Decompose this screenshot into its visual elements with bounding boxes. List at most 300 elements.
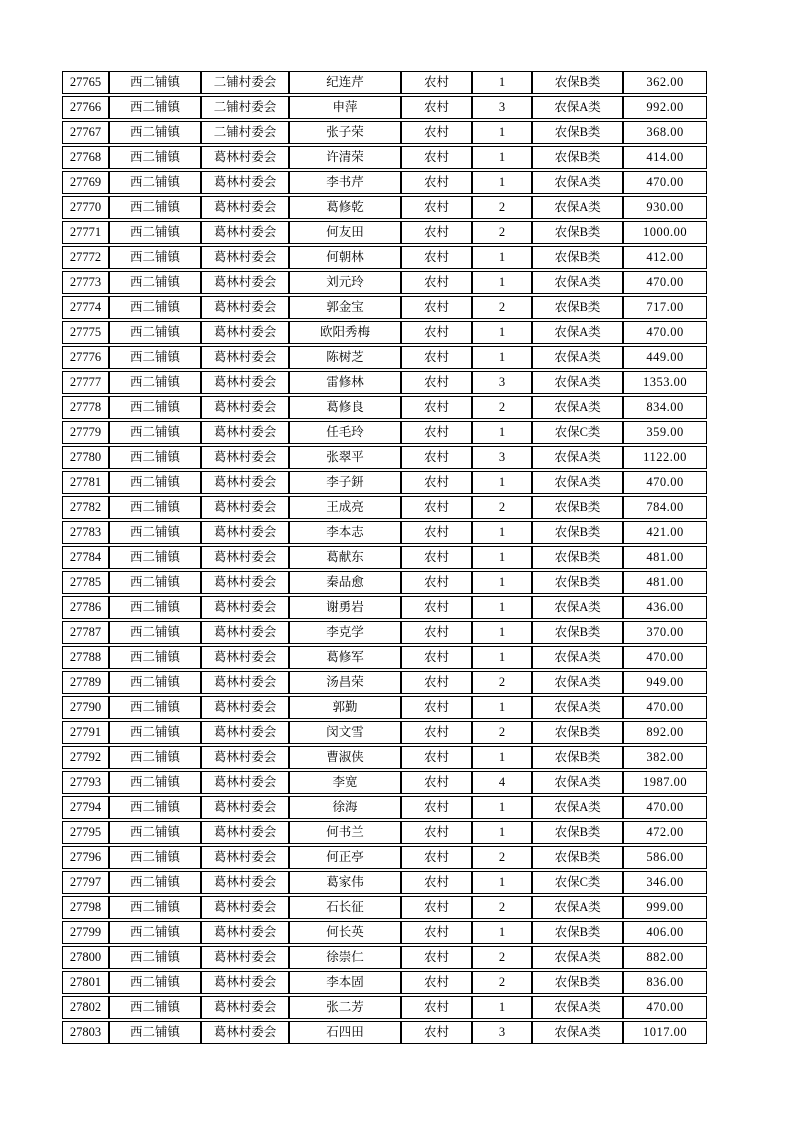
cell-record-id: 27783 [62, 521, 109, 544]
cell-insurance-category: 农保A类 [532, 596, 623, 619]
cell-person-name: 李本志 [289, 521, 401, 544]
table-row [62, 296, 707, 319]
cell-town: 西二铺镇 [109, 96, 201, 119]
cell-person-count: 2 [472, 971, 532, 994]
table-row [62, 496, 707, 519]
cell-town: 西二铺镇 [109, 646, 201, 669]
table-row [62, 446, 707, 469]
cell-amount: 717.00 [623, 296, 707, 319]
cell-person-name: 张翠平 [289, 446, 401, 469]
cell-person-count: 1 [472, 996, 532, 1019]
cell-record-id: 27788 [62, 646, 109, 669]
cell-record-id: 27765 [62, 71, 109, 94]
cell-village-committee: 葛林村委会 [201, 696, 289, 719]
cell-village-committee: 葛林村委会 [201, 671, 289, 694]
cell-amount: 412.00 [623, 246, 707, 269]
cell-village-committee: 葛林村委会 [201, 371, 289, 394]
cell-village-committee: 葛林村委会 [201, 621, 289, 644]
cell-residence-type: 农村 [401, 846, 472, 869]
cell-record-id: 27792 [62, 746, 109, 769]
cell-residence-type: 农村 [401, 71, 472, 94]
cell-village-committee: 葛林村委会 [201, 196, 289, 219]
cell-record-id: 27775 [62, 321, 109, 344]
cell-insurance-category: 农保A类 [532, 946, 623, 969]
cell-residence-type: 农村 [401, 471, 472, 494]
cell-person-name: 雷修林 [289, 371, 401, 394]
cell-person-count: 1 [472, 871, 532, 894]
cell-person-count: 1 [472, 521, 532, 544]
cell-town: 西二铺镇 [109, 546, 201, 569]
cell-record-id: 27794 [62, 796, 109, 819]
cell-town: 西二铺镇 [109, 896, 201, 919]
cell-person-count: 1 [472, 821, 532, 844]
cell-town: 西二铺镇 [109, 71, 201, 94]
table-row [62, 421, 707, 444]
cell-residence-type: 农村 [401, 396, 472, 419]
cell-person-name: 李宽 [289, 771, 401, 794]
cell-person-name: 何书兰 [289, 821, 401, 844]
cell-amount: 470.00 [623, 271, 707, 294]
cell-insurance-category: 农保A类 [532, 196, 623, 219]
cell-insurance-category: 农保B类 [532, 296, 623, 319]
cell-village-committee: 葛林村委会 [201, 471, 289, 494]
data-table [62, 69, 707, 1046]
cell-person-count: 1 [472, 246, 532, 269]
cell-town: 西二铺镇 [109, 671, 201, 694]
cell-person-count: 3 [472, 446, 532, 469]
cell-village-committee: 二铺村委会 [201, 71, 289, 94]
cell-person-name: 何朝林 [289, 246, 401, 269]
cell-person-count: 1 [472, 621, 532, 644]
cell-person-name: 李子鈃 [289, 471, 401, 494]
cell-residence-type: 农村 [401, 546, 472, 569]
cell-town: 西二铺镇 [109, 871, 201, 894]
cell-insurance-category: 农保B类 [532, 971, 623, 994]
cell-record-id: 27766 [62, 96, 109, 119]
cell-record-id: 27786 [62, 596, 109, 619]
cell-amount: 586.00 [623, 846, 707, 869]
cell-amount: 472.00 [623, 821, 707, 844]
cell-person-count: 1 [472, 71, 532, 94]
cell-record-id: 27778 [62, 396, 109, 419]
cell-village-committee: 葛林村委会 [201, 446, 289, 469]
cell-person-name: 申萍 [289, 96, 401, 119]
cell-amount: 470.00 [623, 471, 707, 494]
cell-person-count: 2 [472, 896, 532, 919]
table-row [62, 871, 707, 894]
cell-town: 西二铺镇 [109, 846, 201, 869]
cell-record-id: 27796 [62, 846, 109, 869]
table-row [62, 521, 707, 544]
cell-record-id: 27782 [62, 496, 109, 519]
table-row [62, 171, 707, 194]
cell-person-count: 3 [472, 371, 532, 394]
cell-person-name: 郭勤 [289, 696, 401, 719]
cell-town: 西二铺镇 [109, 321, 201, 344]
cell-person-count: 3 [472, 96, 532, 119]
cell-village-committee: 二铺村委会 [201, 121, 289, 144]
cell-village-committee: 葛林村委会 [201, 971, 289, 994]
cell-amount: 892.00 [623, 721, 707, 744]
table-row [62, 796, 707, 819]
table-row [62, 321, 707, 344]
cell-village-committee: 葛林村委会 [201, 721, 289, 744]
cell-insurance-category: 农保A类 [532, 696, 623, 719]
table-row [62, 896, 707, 919]
cell-village-committee: 葛林村委会 [201, 346, 289, 369]
cell-residence-type: 农村 [401, 921, 472, 944]
cell-town: 西二铺镇 [109, 571, 201, 594]
cell-amount: 999.00 [623, 896, 707, 919]
cell-record-id: 27781 [62, 471, 109, 494]
cell-amount: 470.00 [623, 171, 707, 194]
cell-village-committee: 葛林村委会 [201, 846, 289, 869]
cell-town: 西二铺镇 [109, 221, 201, 244]
table-row [62, 646, 707, 669]
cell-town: 西二铺镇 [109, 621, 201, 644]
cell-person-name: 何长英 [289, 921, 401, 944]
cell-village-committee: 二铺村委会 [201, 96, 289, 119]
cell-record-id: 27797 [62, 871, 109, 894]
cell-village-committee: 葛林村委会 [201, 271, 289, 294]
cell-residence-type: 农村 [401, 371, 472, 394]
cell-record-id: 27799 [62, 921, 109, 944]
cell-record-id: 27768 [62, 146, 109, 169]
cell-village-committee: 葛林村委会 [201, 546, 289, 569]
table-row [62, 221, 707, 244]
cell-record-id: 27793 [62, 771, 109, 794]
cell-insurance-category: 农保C类 [532, 871, 623, 894]
cell-insurance-category: 农保A类 [532, 321, 623, 344]
cell-person-name: 刘元玲 [289, 271, 401, 294]
cell-person-name: 张二芳 [289, 996, 401, 1019]
cell-insurance-category: 农保A类 [532, 96, 623, 119]
cell-record-id: 27789 [62, 671, 109, 694]
cell-insurance-category: 农保B类 [532, 846, 623, 869]
cell-record-id: 27784 [62, 546, 109, 569]
cell-person-name: 葛家伟 [289, 871, 401, 894]
cell-person-name: 郭金宝 [289, 296, 401, 319]
cell-amount: 1987.00 [623, 771, 707, 794]
cell-residence-type: 农村 [401, 346, 472, 369]
cell-village-committee: 葛林村委会 [201, 421, 289, 444]
cell-residence-type: 农村 [401, 996, 472, 1019]
cell-person-count: 1 [472, 921, 532, 944]
cell-amount: 834.00 [623, 396, 707, 419]
cell-insurance-category: 农保A类 [532, 771, 623, 794]
cell-person-count: 1 [472, 321, 532, 344]
cell-person-name: 任毛玲 [289, 421, 401, 444]
cell-person-name: 曹淑侠 [289, 746, 401, 769]
cell-village-committee: 葛林村委会 [201, 796, 289, 819]
cell-person-count: 2 [472, 396, 532, 419]
cell-record-id: 27798 [62, 896, 109, 919]
cell-amount: 362.00 [623, 71, 707, 94]
cell-residence-type: 农村 [401, 746, 472, 769]
cell-record-id: 27785 [62, 571, 109, 594]
cell-amount: 481.00 [623, 546, 707, 569]
cell-residence-type: 农村 [401, 721, 472, 744]
cell-town: 西二铺镇 [109, 346, 201, 369]
cell-town: 西二铺镇 [109, 746, 201, 769]
cell-village-committee: 葛林村委会 [201, 1021, 289, 1044]
cell-village-committee: 葛林村委会 [201, 646, 289, 669]
cell-town: 西二铺镇 [109, 421, 201, 444]
cell-amount: 882.00 [623, 946, 707, 969]
cell-person-count: 2 [472, 296, 532, 319]
table-row [62, 196, 707, 219]
cell-amount: 481.00 [623, 571, 707, 594]
cell-residence-type: 农村 [401, 646, 472, 669]
cell-amount: 436.00 [623, 596, 707, 619]
table-row [62, 71, 707, 94]
cell-village-committee: 葛林村委会 [201, 746, 289, 769]
cell-amount: 784.00 [623, 496, 707, 519]
cell-record-id: 27767 [62, 121, 109, 144]
table-row [62, 971, 707, 994]
cell-town: 西二铺镇 [109, 696, 201, 719]
table-row [62, 1021, 707, 1044]
cell-town: 西二铺镇 [109, 196, 201, 219]
cell-person-name: 张子荣 [289, 121, 401, 144]
cell-insurance-category: 农保A类 [532, 671, 623, 694]
cell-amount: 470.00 [623, 996, 707, 1019]
table-row [62, 746, 707, 769]
cell-village-committee: 葛林村委会 [201, 496, 289, 519]
cell-amount: 930.00 [623, 196, 707, 219]
cell-residence-type: 农村 [401, 121, 472, 144]
cell-insurance-category: 农保B类 [532, 121, 623, 144]
cell-village-committee: 葛林村委会 [201, 321, 289, 344]
table-row [62, 821, 707, 844]
cell-residence-type: 农村 [401, 271, 472, 294]
cell-record-id: 27773 [62, 271, 109, 294]
table-row [62, 771, 707, 794]
table-row [62, 571, 707, 594]
cell-person-count: 2 [472, 671, 532, 694]
cell-residence-type: 农村 [401, 146, 472, 169]
cell-insurance-category: 农保A类 [532, 1021, 623, 1044]
cell-town: 西二铺镇 [109, 396, 201, 419]
cell-person-name: 葛修乾 [289, 196, 401, 219]
cell-village-committee: 葛林村委会 [201, 571, 289, 594]
cell-amount: 368.00 [623, 121, 707, 144]
cell-person-name: 石四田 [289, 1021, 401, 1044]
cell-residence-type: 农村 [401, 796, 472, 819]
cell-person-name: 徐崇仁 [289, 946, 401, 969]
cell-residence-type: 农村 [401, 596, 472, 619]
cell-insurance-category: 农保B类 [532, 721, 623, 744]
cell-person-count: 1 [472, 471, 532, 494]
cell-residence-type: 农村 [401, 246, 472, 269]
cell-town: 西二铺镇 [109, 946, 201, 969]
cell-insurance-category: 农保A类 [532, 796, 623, 819]
cell-person-count: 1 [472, 696, 532, 719]
cell-person-name: 许清荣 [289, 146, 401, 169]
cell-village-committee: 葛林村委会 [201, 521, 289, 544]
cell-record-id: 27803 [62, 1021, 109, 1044]
cell-village-committee: 葛林村委会 [201, 246, 289, 269]
cell-insurance-category: 农保B类 [532, 521, 623, 544]
cell-record-id: 27791 [62, 721, 109, 744]
table-row [62, 621, 707, 644]
cell-person-count: 1 [472, 146, 532, 169]
cell-person-name: 李书芹 [289, 171, 401, 194]
cell-person-count: 1 [472, 596, 532, 619]
cell-town: 西二铺镇 [109, 146, 201, 169]
cell-residence-type: 农村 [401, 171, 472, 194]
cell-residence-type: 农村 [401, 196, 472, 219]
cell-insurance-category: 农保B类 [532, 146, 623, 169]
cell-person-count: 2 [472, 496, 532, 519]
cell-town: 西二铺镇 [109, 296, 201, 319]
cell-village-committee: 葛林村委会 [201, 171, 289, 194]
cell-insurance-category: 农保A类 [532, 996, 623, 1019]
cell-amount: 470.00 [623, 696, 707, 719]
cell-village-committee: 葛林村委会 [201, 871, 289, 894]
cell-person-count: 2 [472, 721, 532, 744]
cell-insurance-category: 农保A类 [532, 396, 623, 419]
cell-residence-type: 农村 [401, 321, 472, 344]
table-row [62, 271, 707, 294]
cell-person-name: 葛献东 [289, 546, 401, 569]
cell-person-count: 2 [472, 221, 532, 244]
cell-amount: 470.00 [623, 646, 707, 669]
cell-residence-type: 农村 [401, 771, 472, 794]
cell-village-committee: 葛林村委会 [201, 596, 289, 619]
cell-residence-type: 农村 [401, 621, 472, 644]
cell-residence-type: 农村 [401, 521, 472, 544]
cell-amount: 1000.00 [623, 221, 707, 244]
cell-village-committee: 葛林村委会 [201, 221, 289, 244]
cell-insurance-category: 农保A类 [532, 646, 623, 669]
cell-village-committee: 葛林村委会 [201, 896, 289, 919]
cell-person-name: 李本固 [289, 971, 401, 994]
cell-record-id: 27772 [62, 246, 109, 269]
table-row [62, 371, 707, 394]
cell-residence-type: 农村 [401, 671, 472, 694]
cell-village-committee: 葛林村委会 [201, 296, 289, 319]
cell-village-committee: 葛林村委会 [201, 771, 289, 794]
cell-residence-type: 农村 [401, 571, 472, 594]
cell-residence-type: 农村 [401, 96, 472, 119]
cell-person-count: 1 [472, 271, 532, 294]
cell-town: 西二铺镇 [109, 521, 201, 544]
cell-person-count: 2 [472, 196, 532, 219]
cell-village-committee: 葛林村委会 [201, 146, 289, 169]
cell-residence-type: 农村 [401, 221, 472, 244]
cell-person-count: 4 [472, 771, 532, 794]
table-row [62, 121, 707, 144]
cell-insurance-category: 农保A类 [532, 171, 623, 194]
cell-insurance-category: 农保A类 [532, 446, 623, 469]
cell-record-id: 27769 [62, 171, 109, 194]
cell-record-id: 27777 [62, 371, 109, 394]
cell-town: 西二铺镇 [109, 121, 201, 144]
cell-person-count: 1 [472, 121, 532, 144]
cell-residence-type: 农村 [401, 446, 472, 469]
cell-person-count: 1 [472, 646, 532, 669]
cell-person-count: 2 [472, 846, 532, 869]
cell-insurance-category: 农保B类 [532, 546, 623, 569]
cell-amount: 836.00 [623, 971, 707, 994]
cell-record-id: 27779 [62, 421, 109, 444]
cell-person-name: 秦品愈 [289, 571, 401, 594]
cell-town: 西二铺镇 [109, 971, 201, 994]
table-row [62, 471, 707, 494]
cell-record-id: 27801 [62, 971, 109, 994]
table-row [62, 946, 707, 969]
table-row [62, 546, 707, 569]
cell-person-count: 1 [472, 346, 532, 369]
table-row [62, 846, 707, 869]
cell-person-count: 1 [472, 571, 532, 594]
cell-village-committee: 葛林村委会 [201, 996, 289, 1019]
cell-amount: 1017.00 [623, 1021, 707, 1044]
cell-person-count: 3 [472, 1021, 532, 1044]
cell-insurance-category: 农保B类 [532, 246, 623, 269]
table-row [62, 96, 707, 119]
cell-insurance-category: 农保B类 [532, 921, 623, 944]
cell-town: 西二铺镇 [109, 996, 201, 1019]
cell-person-name: 谢勇岩 [289, 596, 401, 619]
cell-town: 西二铺镇 [109, 796, 201, 819]
cell-amount: 1353.00 [623, 371, 707, 394]
cell-residence-type: 农村 [401, 1021, 472, 1044]
cell-town: 西二铺镇 [109, 271, 201, 294]
cell-insurance-category: 农保B类 [532, 221, 623, 244]
cell-person-count: 1 [472, 796, 532, 819]
cell-town: 西二铺镇 [109, 721, 201, 744]
cell-person-count: 1 [472, 171, 532, 194]
cell-residence-type: 农村 [401, 971, 472, 994]
cell-amount: 470.00 [623, 796, 707, 819]
cell-person-name: 王成亮 [289, 496, 401, 519]
table-row [62, 146, 707, 169]
cell-insurance-category: 农保A类 [532, 471, 623, 494]
cell-insurance-category: 农保B类 [532, 571, 623, 594]
cell-village-committee: 葛林村委会 [201, 946, 289, 969]
cell-town: 西二铺镇 [109, 371, 201, 394]
table-row [62, 696, 707, 719]
cell-town: 西二铺镇 [109, 596, 201, 619]
cell-amount: 449.00 [623, 346, 707, 369]
cell-person-name: 葛修军 [289, 646, 401, 669]
cell-amount: 421.00 [623, 521, 707, 544]
cell-village-committee: 葛林村委会 [201, 821, 289, 844]
cell-record-id: 27771 [62, 221, 109, 244]
cell-person-name: 欧阳秀梅 [289, 321, 401, 344]
cell-insurance-category: 农保B类 [532, 71, 623, 94]
cell-person-name: 闵文雪 [289, 721, 401, 744]
cell-record-id: 27795 [62, 821, 109, 844]
cell-amount: 414.00 [623, 146, 707, 169]
table-row [62, 346, 707, 369]
cell-amount: 1122.00 [623, 446, 707, 469]
cell-person-name: 徐海 [289, 796, 401, 819]
cell-person-name: 陈树芝 [289, 346, 401, 369]
table-row [62, 396, 707, 419]
cell-person-name: 汤昌荣 [289, 671, 401, 694]
table-body [62, 71, 707, 1044]
cell-person-name: 石长征 [289, 896, 401, 919]
cell-amount: 359.00 [623, 421, 707, 444]
cell-insurance-category: 农保C类 [532, 421, 623, 444]
cell-person-name: 纪连芹 [289, 71, 401, 94]
cell-town: 西二铺镇 [109, 446, 201, 469]
table-row [62, 246, 707, 269]
cell-record-id: 27800 [62, 946, 109, 969]
